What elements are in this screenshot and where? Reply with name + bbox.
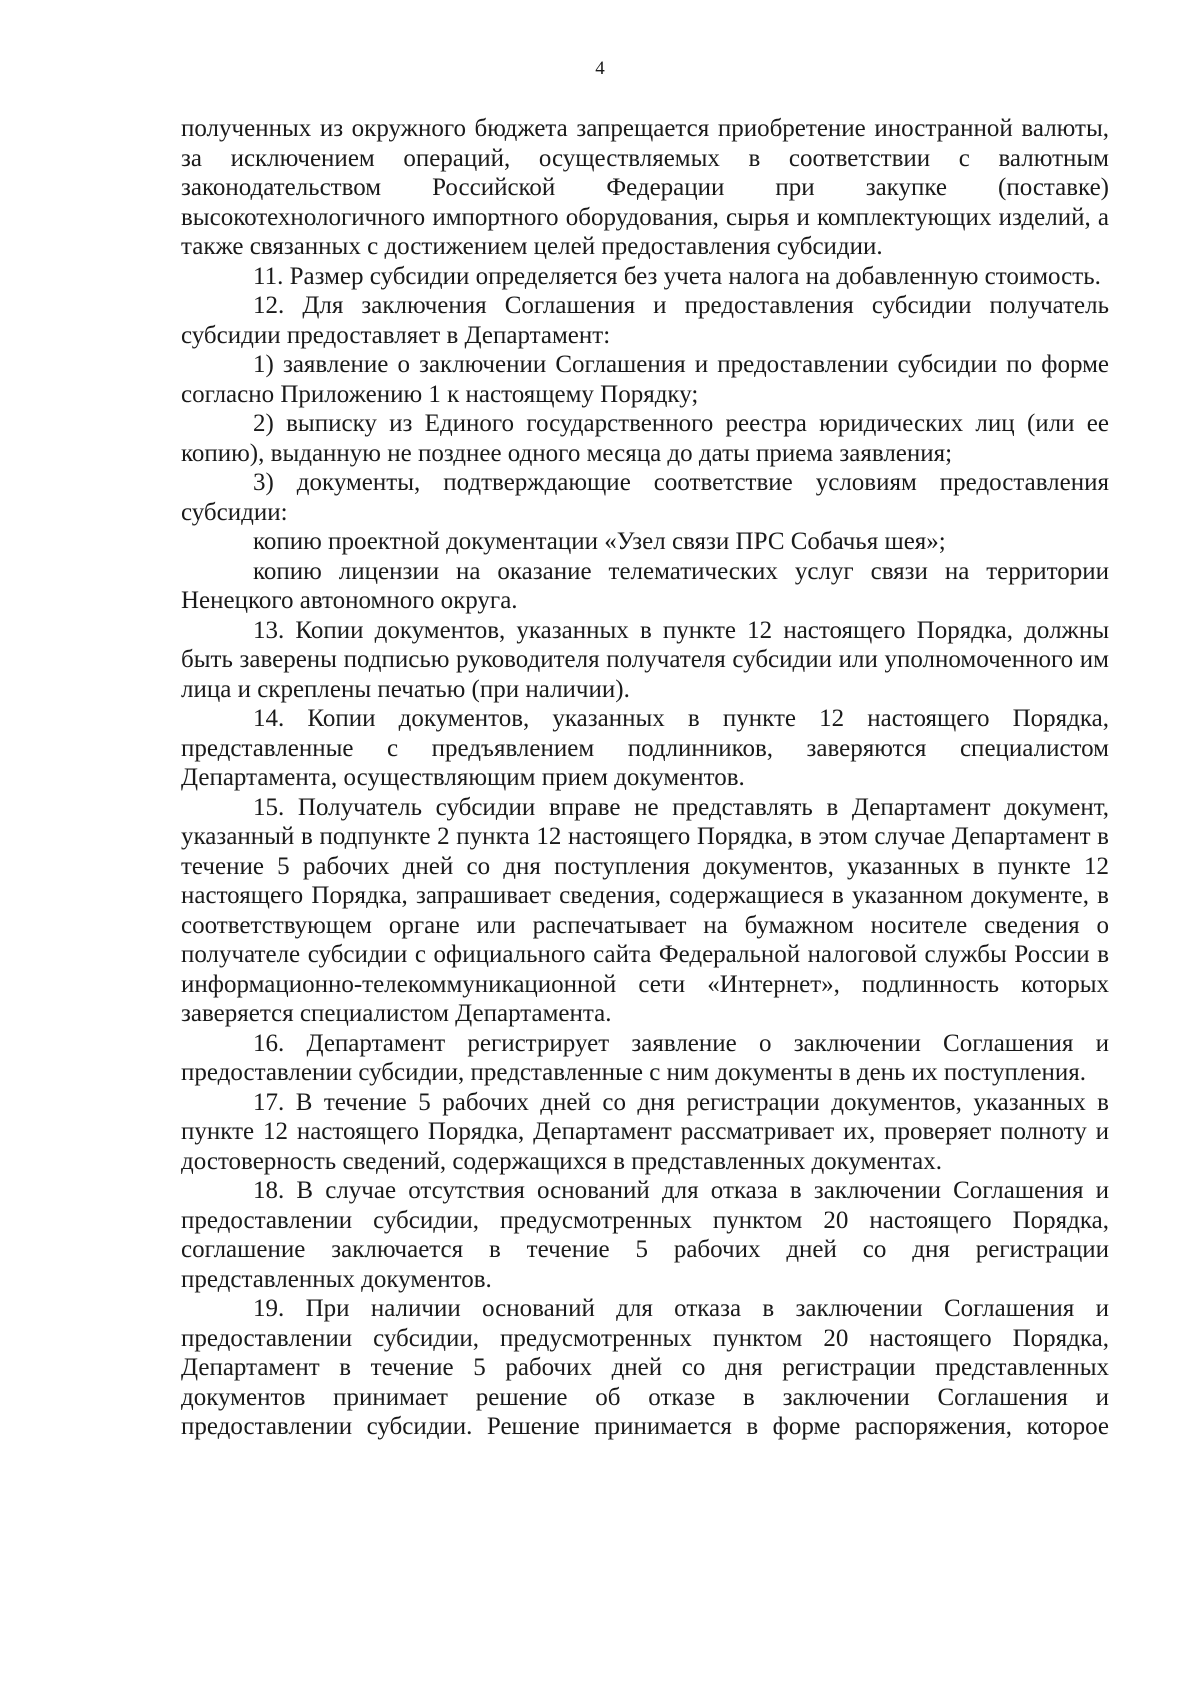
document-body [181,114,1109,1442]
subitem-3-project-copy: копию проектной документации «Узел связи ПРС Собачья шея»; [253,528,946,555]
paragraph-15: 15. Получатель субсидии вправе не представлять в Департамент документ, указанный в подпункте 2 пункта 12 настоящего Порядка, в этом случае Департамент в течение 5 рабочих дней со дня поступления документов, указанных в пункте 12 настоящего Порядка, запрашивает сведения, содержащиеся в указанном документе, в соответствующем органе или распечатывает на бумажном носителе сведения о получателе субсидии с официального сайта Федеральной налоговой службы России в информационно-телекоммуникационной сети «Интернет», подлинность которых заверяется специалистом Департамента. [181,793,1109,1027]
paragraph-16: 16. Департамент регистрирует заявление о заключении Соглашения и предоставлении субсидии, представленные с ним документы в день их поступления. [181,1029,1109,1086]
paragraph-18: 18. В случае отсутствия оснований для отказа в заключении Соглашения и предоставлении субсидии, предусмотренных пунктом 20 настоящего Порядка, соглашение заключается в течение 5 рабочих дней со дня регистрации представленных документов. [181,1177,1109,1293]
page-number: 4 [595,58,605,79]
paragraph-14: 14. Копии документов, указанных в пункте 12 настоящего Порядка, представленные с предъявлением подлинников, заверяются специалистом Департамента, осуществляющим прием документов. [181,705,1109,791]
paragraph-11: 11. Размер субсидии определяется без учета налога на добавленную стоимость. [253,262,1101,290]
paragraph-13: 13. Копии документов, указанных в пункте 12 настоящего Порядка, должны быть заверены подписью руководителя получателя субсидии или уполномоченного им лица и скреплены печатью (при наличии). [181,616,1109,703]
subitem-1: 1) заявление о заключении Соглашения и предоставлении субсидии по форме согласно Приложению 1 к настоящему Порядку; [181,351,1109,408]
paragraph-19: 19. При наличии оснований для отказа в заключении Соглашения и предоставлении субсидии, предусмотренных пунктом 20 настоящего Порядка, Департамент в течение 5 рабочих дней со дня регистрации представленных документов принимает решение об отказе в заключении Соглашения и предоставлении субсидии. Решение принимается в форме распоряжения, которое [181,1295,1109,1440]
paragraph-17: 17. В течение 5 рабочих дней со дня регистрации документов, указанных в пункте 12 настоящего Порядка, Департамент рассматривает их, проверяет полноту и достоверность сведений, содержащихся в представленных документах. [181,1088,1109,1175]
subitem-2: 2) выписку из Единого государственного реестра юридических лиц (или ее копию), выданную не позднее одного месяца до даты приема заявления; [181,410,1109,467]
subitem-3-license-copy: копию лицензии на оказание телематических услуг связи на территории Ненецкого автономного округа. [181,557,1109,614]
paragraph: полученных из окружного бюджета запрещается приобретение иностранной валюты, за исключением операций, осуществляемых в соответствии с валютным законодательством Российской Федерации при закупке (поставке) высокотехнологичного импортного оборудования, сырья и комплектующих изделий, а также связанных с достижением целей предоставления субсидии. [181,115,1109,260]
subitem-3: 3) документы, подтверждающие соответствие условиям предоставления субсидии: [181,469,1109,526]
paragraph-12: 12. Для заключения Соглашения и предоставления субсидии получатель субсидии предоставляет в Департамент: [181,292,1109,349]
